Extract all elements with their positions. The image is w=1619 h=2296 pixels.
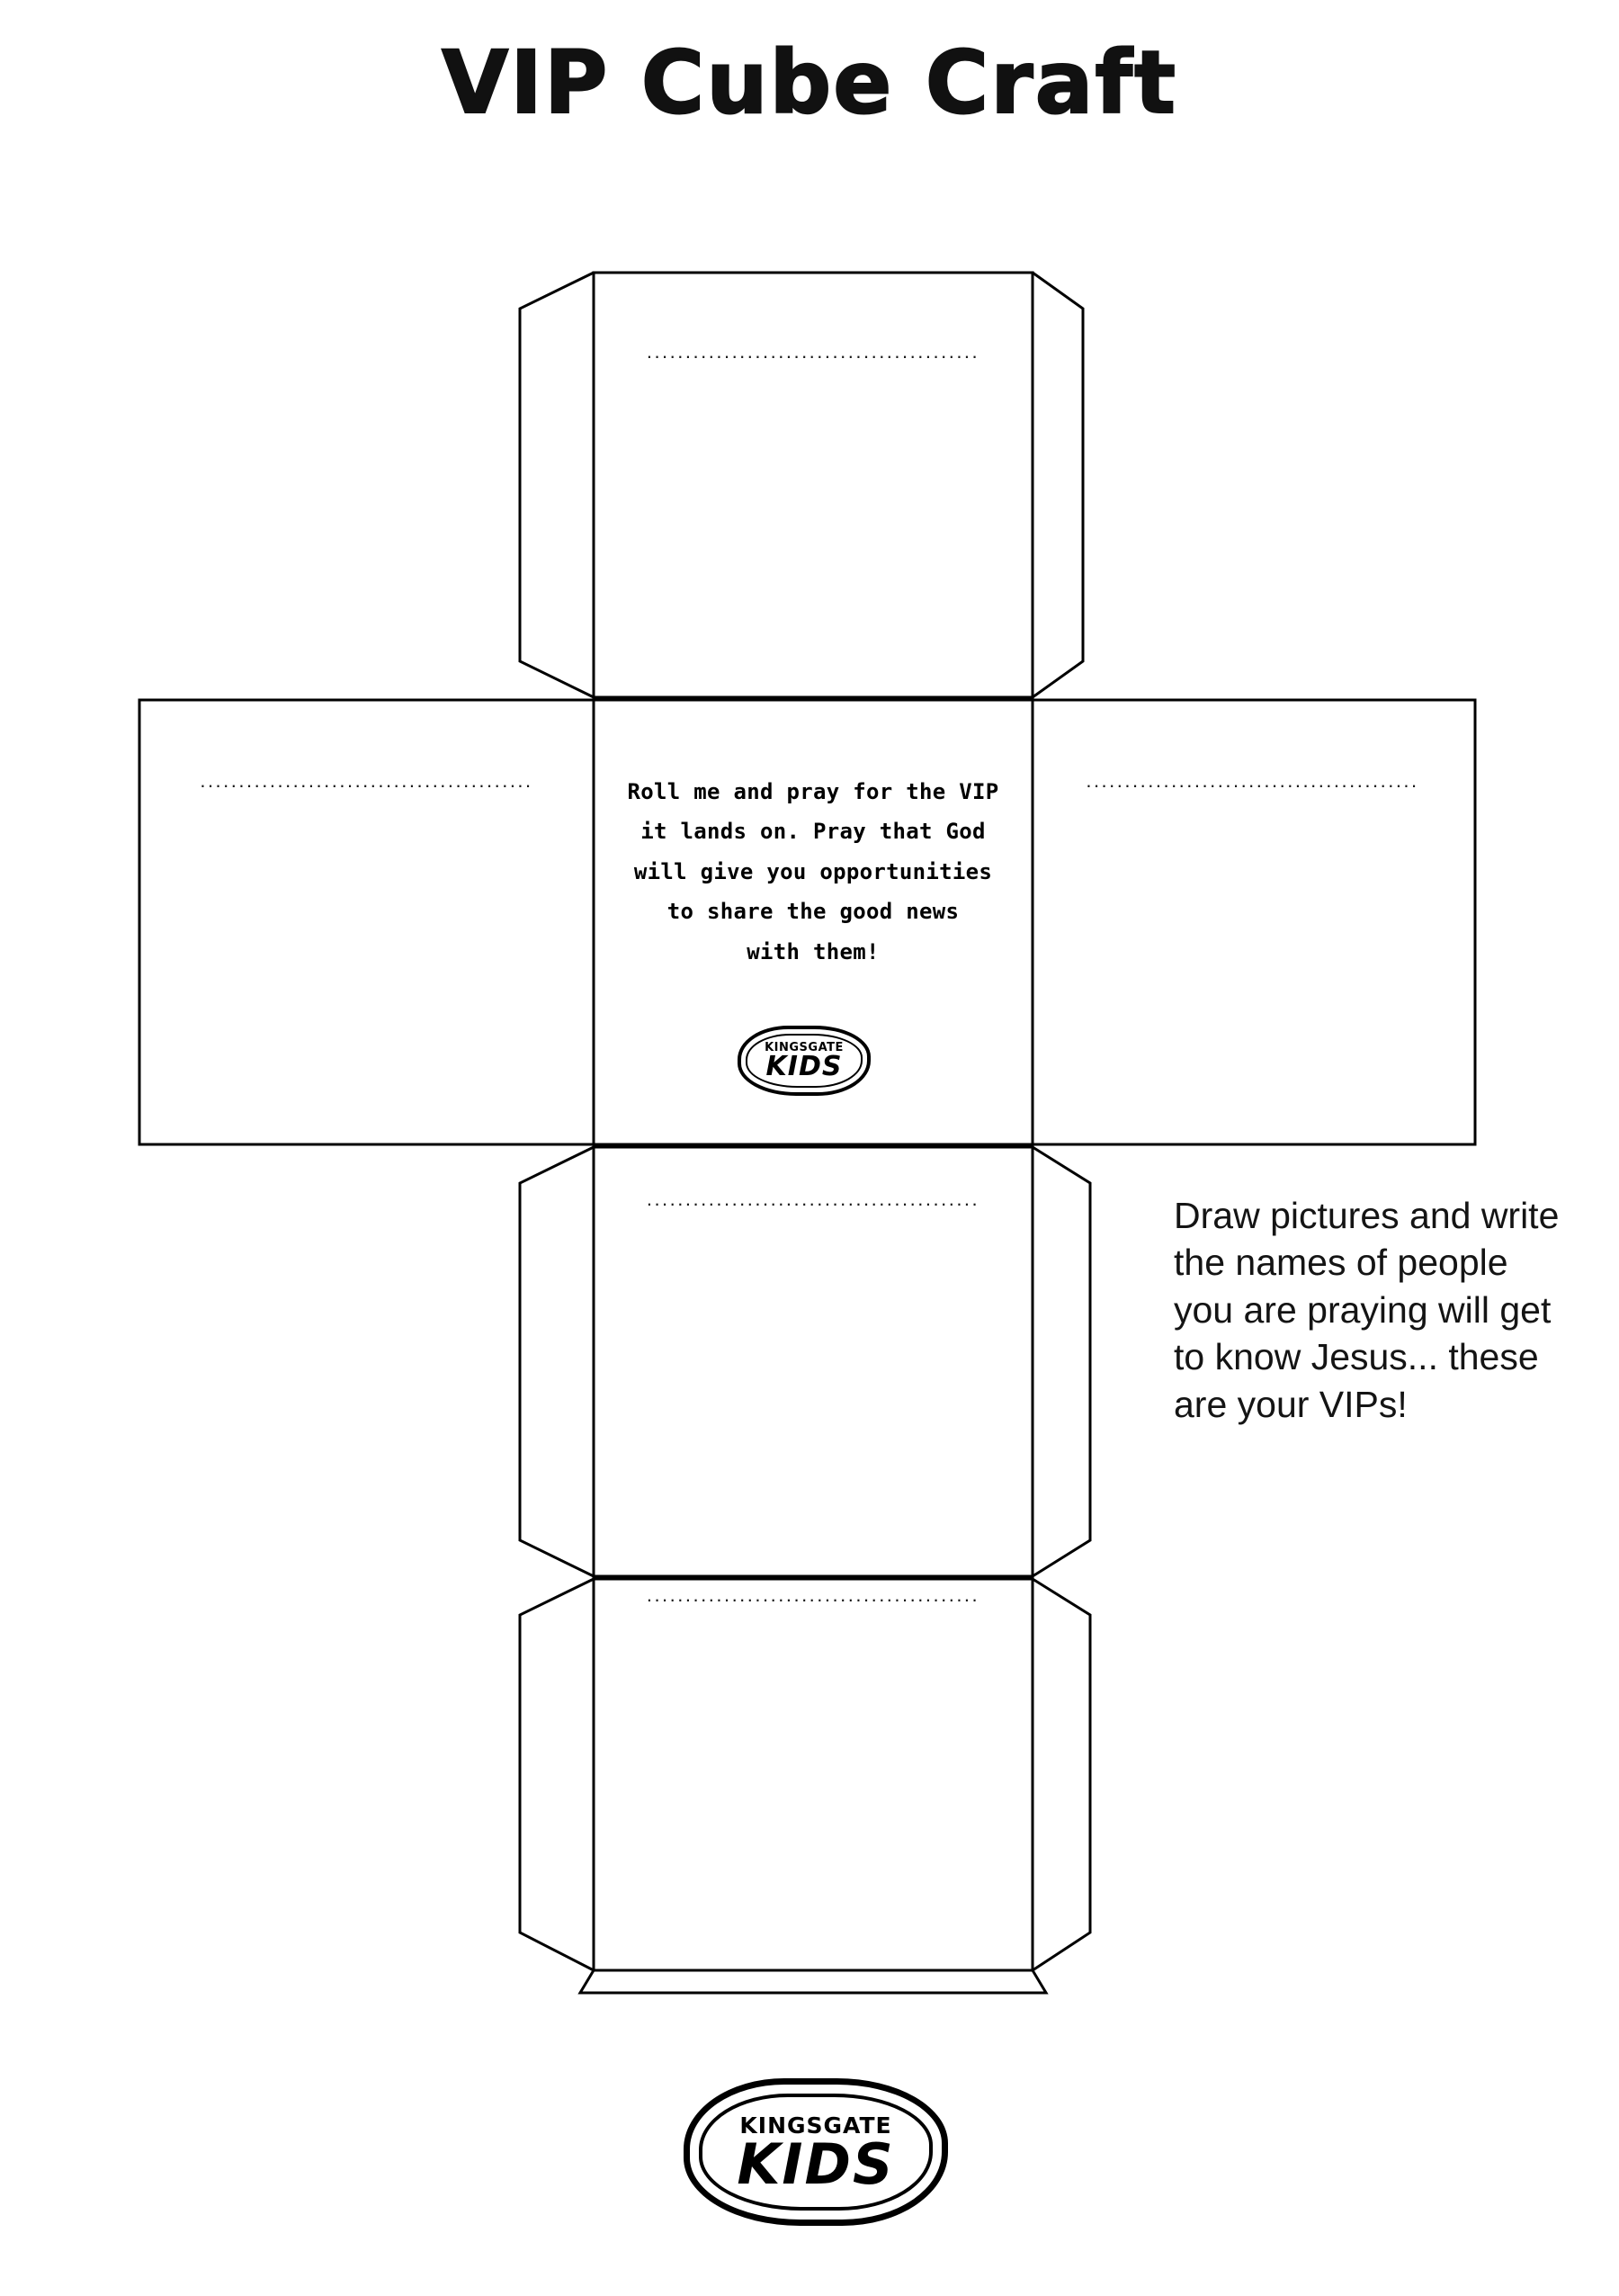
- instruction-line-2: it lands on. Pray that God: [640, 819, 986, 845]
- instruction-line-1: Roll me and pray for the VIP: [627, 779, 999, 804]
- write-line-bottom-face[interactable]: ...........................................: [646, 1583, 980, 1606]
- logo-kingsgate-text: KINGSGATE: [739, 2112, 892, 2139]
- instruction-line-3: will give you opportunities: [633, 858, 993, 884]
- page-title: VIP Cube Craft: [441, 32, 1178, 133]
- net-right-face: [1033, 700, 1475, 1144]
- side-instructions-text: Draw pictures and write the names of people you are praying will get to know Jesus... these are your VIPs!: [1174, 1195, 1560, 1425]
- cube-center-face-instruction: [594, 772, 1033, 972]
- logo-kids-text: KIDS: [765, 1051, 843, 1083]
- logo-blob-shape: [738, 1026, 871, 1096]
- write-line-lower-face[interactable]: ...........................................: [646, 1188, 980, 1210]
- write-line-left-face[interactable]: ...........................................: [200, 769, 533, 792]
- net-bottom-face: [520, 1579, 1090, 1993]
- instruction-line-4: to share the good news: [666, 899, 960, 925]
- instruction-line-5: with them!: [747, 938, 880, 964]
- net-lower-face: [520, 1147, 1090, 1576]
- logo-kingsgate-text: KINGSGATE: [765, 1041, 844, 1055]
- logo-blob-shape: [684, 2078, 948, 2226]
- kingsgate-kids-logo-footer: [684, 2078, 948, 2226]
- net-top-face: [520, 273, 1083, 697]
- kingsgate-kids-logo-small: [738, 1026, 871, 1096]
- net-left-face: [139, 700, 594, 1144]
- write-line-top-face[interactable]: ...........................................: [646, 340, 980, 363]
- logo-kids-text: KIDS: [737, 2131, 895, 2198]
- write-line-right-face[interactable]: ...........................................: [1086, 769, 1419, 792]
